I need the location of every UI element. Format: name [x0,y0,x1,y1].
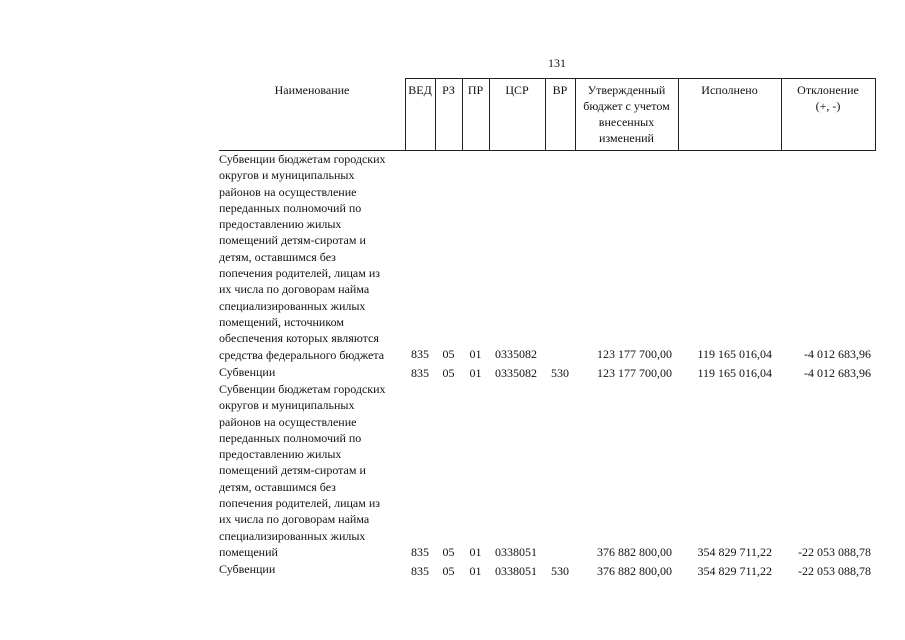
row-executed: 354 829 711,22 [697,564,772,578]
row-pr: 01 [469,347,482,361]
row-ved: 835 [411,545,429,559]
row-ved: 835 [411,366,429,380]
row-rz: 05 [442,347,455,361]
table-header [219,78,876,151]
row-budget: 376 882 800,00 [597,545,672,559]
row-rz: 05 [442,564,455,578]
row-deviation: -22 053 088,78 [798,564,871,578]
row-rz: 05 [442,366,455,380]
row-budget: 123 177 700,00 [597,366,672,380]
row-csr: 0335082 [495,366,537,380]
row-name: Субвенции бюджетам городских округов и муниципальных районов на осуществление переданных полномочий по предоставлению жилых помещений детям-сиротам и детям, оставшимся без попечения родителей, лицам из их числа по договорам найма специализированных жилых помещений [219,382,386,559]
row-name: Субвенции [219,365,276,379]
header-pr: ПР [467,83,484,97]
header-csr: ЦСР [505,83,529,97]
header-vr: ВР [552,83,568,97]
row-pr: 01 [469,366,482,380]
row-ved: 835 [411,564,429,578]
header-ved: ВЕД [408,83,432,97]
header-name: Наименование [274,83,350,97]
row-vr: 530 [551,564,569,578]
header-top-border [405,78,876,79]
row-vr: 530 [551,366,569,380]
row-budget: 376 882 800,00 [597,564,672,578]
row-deviation: -4 012 683,96 [804,347,871,361]
row-csr: 0338051 [495,545,537,559]
row-pr: 01 [469,564,482,578]
header-deviation: Отклонение (+, -) [797,83,859,113]
row-csr: 0338051 [495,564,537,578]
row-executed: 119 165 016,04 [697,366,772,380]
header-divider [875,78,876,151]
row-deviation: -22 053 088,78 [798,545,871,559]
row-name: Субвенции бюджетам городских округов и муниципальных районов на осуществление переданных полномочий по предоставлению жилых помещений детям-сиротам и детям, оставшимся без попечения родителей, лицам из их числа по договорам найма специализированных жилых помещений, источником обеспечения которых являются средства федерального бюджета [219,152,386,362]
page-number: 131 [548,56,566,70]
header-rz: РЗ [442,83,455,97]
row-deviation: -4 012 683,96 [804,366,871,380]
header-executed: Исполнено [701,83,758,97]
row-executed: 354 829 711,22 [697,545,772,559]
row-executed: 119 165 016,04 [697,347,772,361]
row-name: Субвенции [219,562,276,576]
row-pr: 01 [469,545,482,559]
row-ved: 835 [411,347,429,361]
header-budget: Утвержденный бюджет с учетом внесенных изменений [583,83,670,145]
row-budget: 123 177 700,00 [597,347,672,361]
row-rz: 05 [442,545,455,559]
row-csr: 0335082 [495,347,537,361]
